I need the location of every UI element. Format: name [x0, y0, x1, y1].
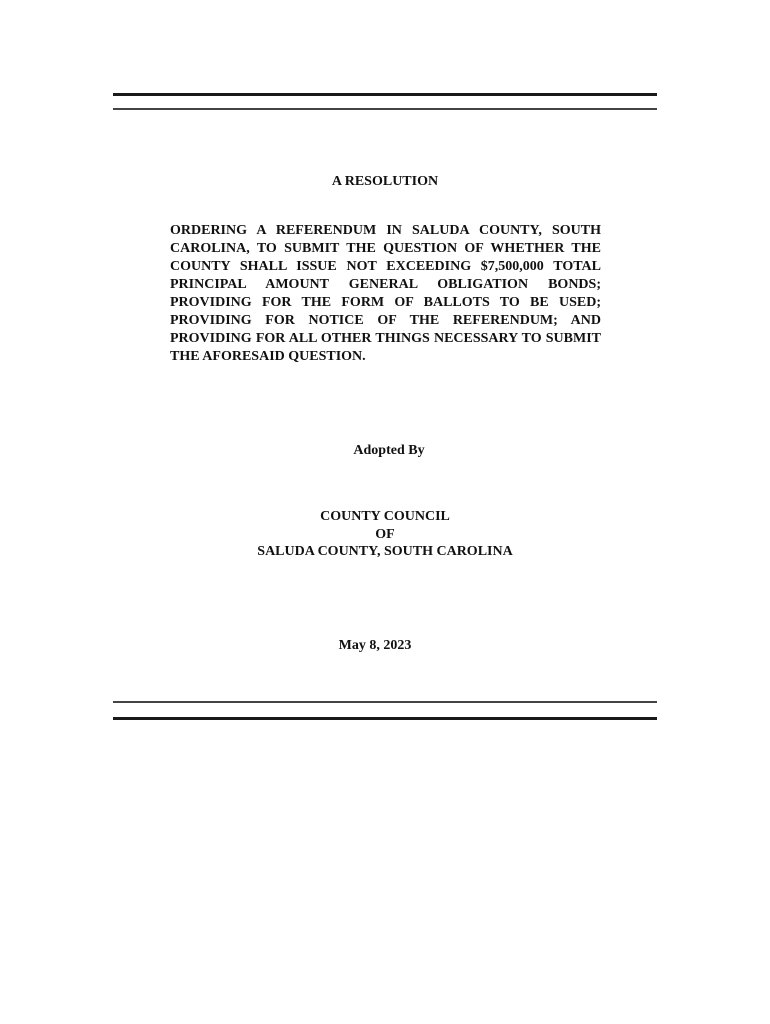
adopted-by-label: Adopted By: [353, 443, 425, 458]
adopting-body: [0, 508, 770, 561]
document-title: A RESOLUTION: [331, 174, 439, 189]
adopting-body-line-1: COUNTY COUNCIL: [320, 509, 450, 524]
bottom-thin-rule: [113, 701, 657, 703]
adopting-body-line-2: OF: [375, 526, 395, 542]
adoption-date: May 8, 2023: [338, 638, 412, 653]
resolution-caption: ORDERING A REFERENDUM IN SALUDA COUNTY, SOUTH CAROLINA, TO SUBMIT THE QUESTION OF WHETHER THE COUNTY SHALL ISSUE NOT EXCEEDING $7,500,000 TOTAL PRINCIPAL AMOUNT GENERAL OBLIGATION BONDS; PROVIDING FOR THE FORM OF BALLOTS TO BE USED; PROVIDING FOR NOTICE OF THE REFERENDUM; AND PROVIDING FOR ALL OTHER THINGS NECESSARY TO SUBMIT THE AFORESAID QUESTION.: [170, 223, 601, 364]
bottom-thick-rule: [113, 717, 657, 720]
top-thin-rule: [113, 108, 657, 110]
top-thick-rule: [113, 93, 657, 96]
adopting-body-line-3: SALUDA COUNTY, SOUTH CAROLINA: [257, 544, 513, 559]
